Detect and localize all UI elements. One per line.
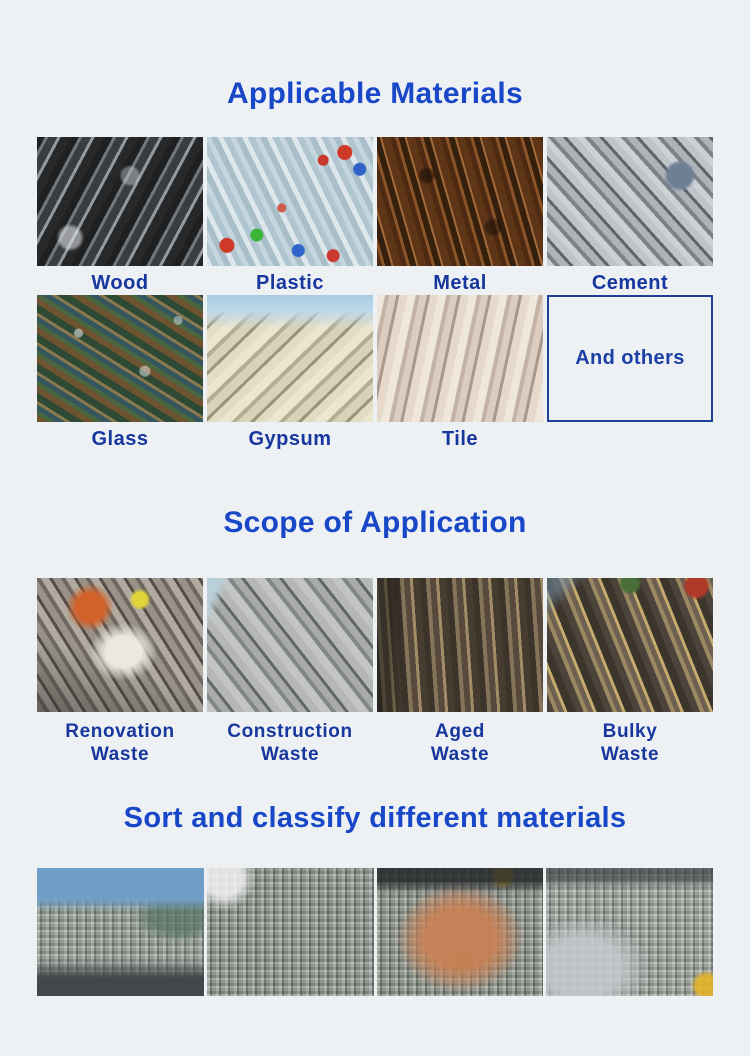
scope-label-renovation-waste: [37, 720, 203, 766]
material-label-gypsum: Gypsum: [248, 428, 332, 450]
material-label-plastic: Plastic: [256, 272, 324, 294]
baled-recyclables-stack-photo: [207, 868, 374, 996]
material-label-wood: Wood: [91, 272, 149, 294]
applicable-materials-title: Applicable Materials: [226, 77, 524, 110]
scope-label-aged-waste: [377, 720, 543, 766]
bale-card-4: [546, 868, 713, 996]
and-others-box: [547, 295, 713, 422]
scope-label-line2: Waste: [430, 744, 490, 765]
material-label-glass: Glass: [91, 428, 149, 450]
material-card-gypsum: [207, 295, 373, 451]
and-others-label: And others: [575, 347, 685, 369]
scope-label-bulky-waste: [547, 720, 713, 766]
baled-recyclables-warehouse-photo: [546, 868, 713, 996]
glass-shards-photo: [37, 295, 203, 422]
scope-label-construction-waste: [207, 720, 373, 766]
material-card-glass: [37, 295, 203, 451]
scope-of-application-title: Scope of Application: [223, 506, 527, 539]
baled-cans-facility-photo: [377, 868, 544, 996]
material-card-tile: [377, 295, 543, 451]
material-label-cement: Cement: [591, 272, 669, 294]
plastic-bottles-photo: [207, 137, 373, 266]
material-card-others: [547, 295, 713, 451]
material-card-wood: [37, 137, 203, 295]
scope-label-line2: Waste: [90, 744, 150, 765]
scope-label-line1: Bulky: [602, 721, 658, 742]
material-card-metal: [377, 137, 543, 295]
bale-card-3: [377, 868, 544, 996]
scope-card-aged-waste: [377, 578, 543, 766]
material-label-tile: Tile: [441, 428, 479, 450]
bale-card-1: [37, 868, 204, 996]
material-card-plastic: [207, 137, 373, 295]
tile-shards-photo: [377, 295, 543, 422]
materials-grid-row1: [37, 137, 713, 295]
baled-recyclables-yard-photo: [37, 868, 204, 996]
materials-grid-row2: [37, 295, 713, 451]
material-label-metal: Metal: [433, 272, 487, 294]
scope-card-renovation-waste: [37, 578, 203, 766]
construction-waste-photo: [207, 578, 373, 712]
renovation-waste-photo: [37, 578, 203, 712]
bale-card-2: [207, 868, 374, 996]
scope-label-line1: Renovation: [65, 721, 175, 742]
scope-card-construction-waste: [207, 578, 373, 766]
gypsum-chunks-photo: [207, 295, 373, 422]
aged-waste-photo: [377, 578, 543, 712]
bulky-waste-photo: [547, 578, 713, 712]
scope-label-line2: Waste: [600, 744, 660, 765]
scope-card-bulky-waste: [547, 578, 713, 766]
bales-grid: [37, 868, 713, 996]
cement-rubble-photo: [547, 137, 713, 266]
sort-classify-title: Sort and classify different materials: [123, 802, 627, 834]
wood-scrap-photo: [37, 137, 203, 266]
scope-label-line2: Waste: [260, 744, 320, 765]
scope-label-line1: Aged: [435, 721, 485, 742]
scrap-metal-photo: [377, 137, 543, 266]
scope-grid: [37, 578, 713, 766]
scope-label-line1: Construction: [227, 721, 353, 742]
material-card-cement: [547, 137, 713, 295]
